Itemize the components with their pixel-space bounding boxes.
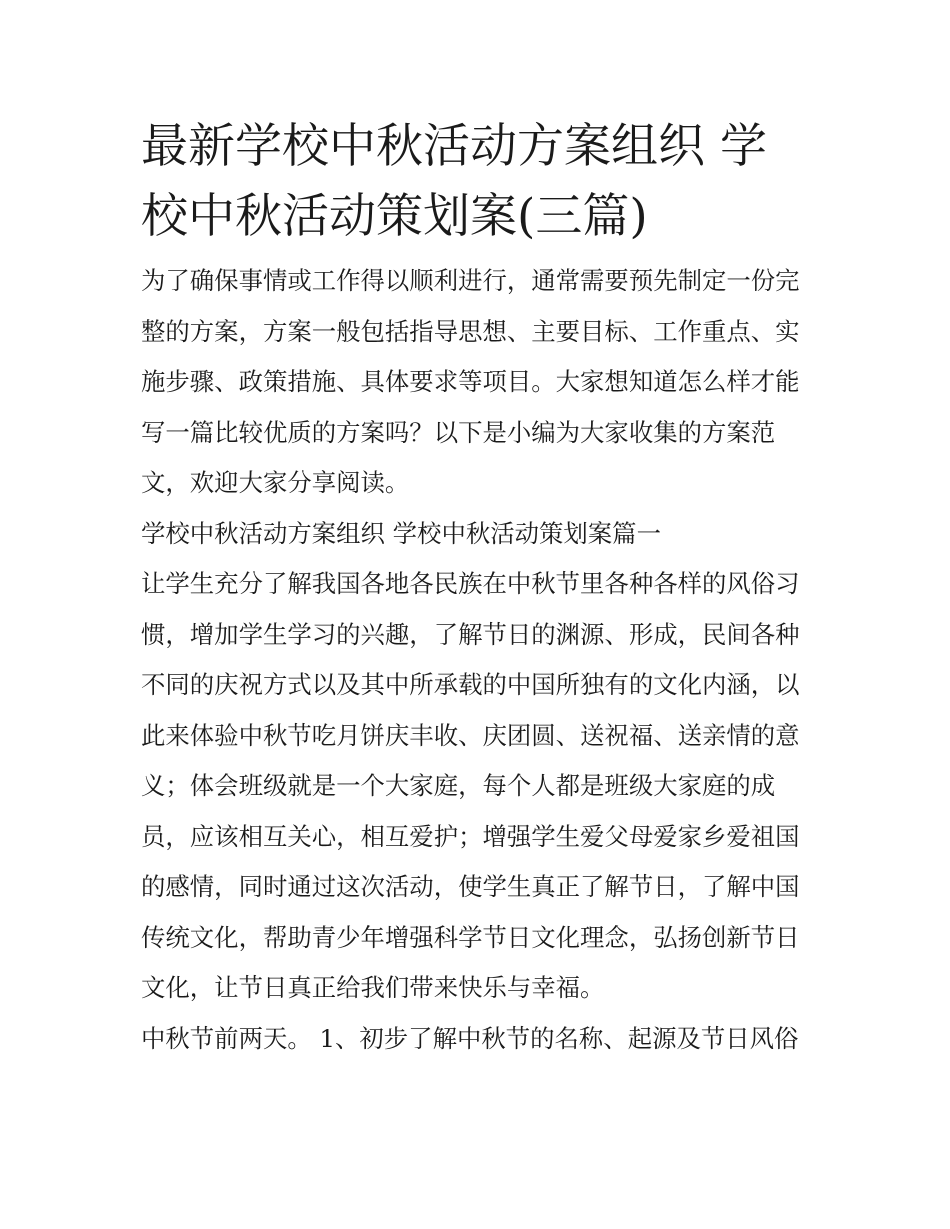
body-line: 员，应该相互关心，相互爱护；增强学生爱父母爱家乡爱祖国 [141, 821, 800, 851]
body-line: 义；体会班级就是一个大家庭，每个人都是班级大家庭的成 [141, 771, 776, 800]
section-heading [141, 509, 816, 560]
title-line: 校中秋活动策划案(三篇) [141, 189, 648, 244]
body-line: 传统文化，帮助青少年增强科学节日文化理念，弘扬创新节日 [141, 922, 800, 952]
intro-line: 为了确保事情或工作得以顺利进行，通常需要预先制定一份完 [141, 266, 800, 295]
intro-paragraph [141, 256, 816, 509]
intro-line: 写一篇比较优质的方案吗？以下是小编为大家收集的方案范 [141, 417, 776, 447]
body-paragraph [141, 559, 816, 1014]
body-line: 让学生充分了解我国各地各民族在中秋节里各种各样的风俗习 [141, 569, 800, 598]
title-line: 最新学校中秋活动方案组织 学 [141, 119, 767, 174]
intro-line: 整的方案，方案一般包括指导思想、主要目标、工作重点、实 [141, 316, 800, 346]
body-line: 文化，让节日真正给我们带来快乐与幸福。 [141, 973, 605, 1002]
section-heading-text: 学校中秋活动方案组织 学校中秋活动策划案篇一 [141, 518, 661, 548]
document-title [141, 112, 816, 252]
body-line: 惯，增加学生学习的兴趣，了解节日的渊源、形成，民间各种 [141, 619, 800, 649]
schedule-line: 中秋节前两天。 1、初步了解中秋节的名称、起源及节日风俗 [141, 1023, 799, 1053]
body-line: 此来体验中秋节吃月饼庆丰收、庆团圆、送祝福、送亲情的意 [141, 720, 800, 750]
intro-line: 文，欢迎大家分享阅读。 [141, 468, 410, 497]
body-line: 不同的庆祝方式以及其中所承载的中国所独有的文化内涵，以 [141, 670, 800, 699]
intro-line: 施步骤、政策措施、具体要求等项目。大家想知道怎么样才能 [141, 367, 800, 396]
document-content [141, 112, 816, 1064]
body-line: 的感情，同时通过这次活动，使学生真正了解节日，了解中国 [141, 872, 800, 901]
schedule-paragraph [141, 1014, 816, 1065]
